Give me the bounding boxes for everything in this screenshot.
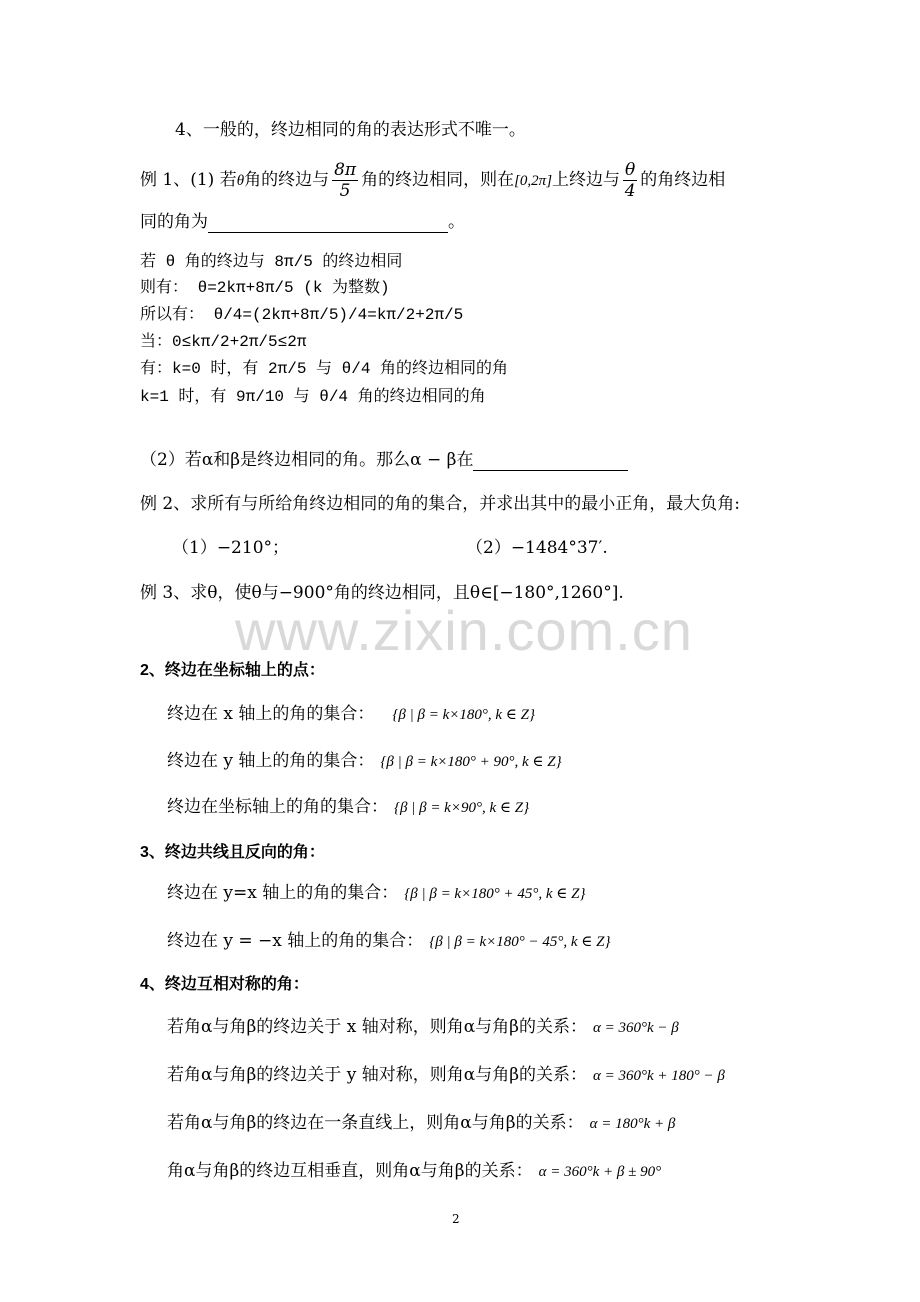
item-label: 终边在 y 轴上的角的集合：: [167, 751, 375, 771]
theta-symbol: θ: [236, 173, 245, 189]
section-4-item-3: [167, 1112, 675, 1135]
relation-formula: α = 360°k + 180° − β: [593, 1068, 725, 1084]
example-1-part-2: [140, 448, 628, 471]
fraction-denominator: 5: [339, 181, 351, 201]
answer-blank[interactable]: [473, 448, 628, 471]
solution-line-3: 所以有： θ/4=(2kπ+8π/5)/4=kπ/2+2π/5: [140, 306, 464, 324]
fraction-denominator: 4: [624, 181, 636, 201]
section-2-item-3: [167, 796, 529, 819]
section-2-item-2: [167, 750, 562, 773]
section-4-item-4: [167, 1160, 661, 1183]
example-1-line2-text: 同的角为: [140, 212, 208, 232]
section-3-item-2: [167, 930, 610, 953]
section-3-item-1: [167, 882, 585, 905]
item-label: 若角α与角β的终边关于 x 轴对称，则角α与角β的关系：: [167, 1017, 588, 1037]
section-3-heading: 3、终边共线且反向的角：: [140, 844, 325, 861]
relation-formula: α = 360°k + β ± 90°: [538, 1164, 662, 1180]
fraction-numerator: θ: [625, 160, 636, 180]
solution-line-4: 当：0≤kπ/2+2π/5≤2π: [140, 333, 307, 351]
solution-line-6: k=1 时，有 9π/10 与 θ/4 角的终边相同的角: [140, 388, 486, 406]
example-1-line2-end: 。: [448, 212, 465, 232]
section-2-item-1: [167, 703, 535, 726]
set-formula: {β | β = k×180° + 90°, k ∈ Z}: [380, 754, 562, 770]
example-3-question: 例 3、求θ，使θ与−900°角的终边相同，且θ∈[−180°,1260°].: [140, 583, 624, 603]
watermark: www.zixin.com.cn: [235, 599, 693, 662]
set-formula: {β | β = k×180° − 45°, k ∈ Z}: [429, 934, 611, 950]
intro-point-4: 4、一般的，终边相同的角的表达形式不唯一。: [175, 120, 526, 140]
set-formula: {β | β = k×180° + 45°, k ∈ Z}: [404, 886, 586, 902]
relation-formula: α = 180°k + β: [589, 1116, 676, 1132]
solution-line-1: 若 θ 角的终边与 8π/5 的终边相同: [140, 253, 403, 271]
solution-line-5: 有：k=0 时，有 2π/5 与 θ/4 角的终边相同的角: [140, 360, 509, 378]
item-label: 终边在 x 轴上的角的集合：: [167, 704, 375, 724]
solution-line-2: 则有： θ=2kπ+8π/5 (k 为整数): [140, 279, 390, 297]
example-1-label: 例 1、(1) 若: [140, 170, 237, 190]
section-4-item-2: [167, 1064, 725, 1087]
section-4-item-1: [167, 1016, 679, 1039]
example-1-question: [140, 158, 725, 202]
fraction-theta-over-4: [623, 160, 637, 201]
example-1-text-2: 角的终边相同，则在: [361, 170, 515, 190]
item-label: 若角α与角β的终边关于 y 轴对称，则角α与角β的关系：: [167, 1065, 588, 1085]
section-4-heading: 4、终边互相对称的角：: [140, 976, 309, 993]
item-label: 若角α与角β的终边在一条直线上，则角α与角β的关系：: [167, 1113, 584, 1133]
answer-blank[interactable]: [208, 210, 448, 233]
section-2-heading: 2、终边在坐标轴上的点：: [140, 662, 325, 679]
example-2-question: 例 2、求所有与所给角终边相同的角的集合，并求出其中的最小正角，最大负角:: [140, 494, 740, 514]
set-formula: {β | β = k×180°, k ∈ Z}: [392, 707, 535, 723]
example-1-part-2-text: （2）若α和β是终边相同的角。那么α − β在: [140, 450, 474, 470]
fraction-numerator: 8π: [334, 160, 357, 180]
example-2-part-1: （1）−210°；: [172, 538, 290, 558]
example-1-text-3: 上终边与: [552, 170, 621, 190]
fraction-8pi-over-5: [332, 160, 358, 201]
page-number: 2: [452, 1212, 460, 1226]
example-1-text-4: 的角终边相: [640, 170, 726, 190]
interval-0-2pi: [0,2π]: [514, 173, 553, 189]
example-1-answer-line: [140, 210, 465, 233]
item-label: 角α与角β的终边互相垂直，则角α与角β的关系：: [167, 1161, 533, 1181]
set-formula: {β | β = k×90°, k ∈ Z}: [394, 800, 530, 816]
relation-formula: α = 360°k − β: [593, 1020, 679, 1036]
item-label: 终边在 y=x 轴上的角的集合：: [167, 883, 399, 903]
item-label: 终边在 y = −x 轴上的角的集合：: [167, 931, 424, 951]
example-2-part-2: （2）−1484°37′.: [466, 538, 608, 558]
item-label: 终边在坐标轴上的角的集合：: [167, 797, 388, 817]
example-1-text-1: 角的终边与: [244, 170, 330, 190]
